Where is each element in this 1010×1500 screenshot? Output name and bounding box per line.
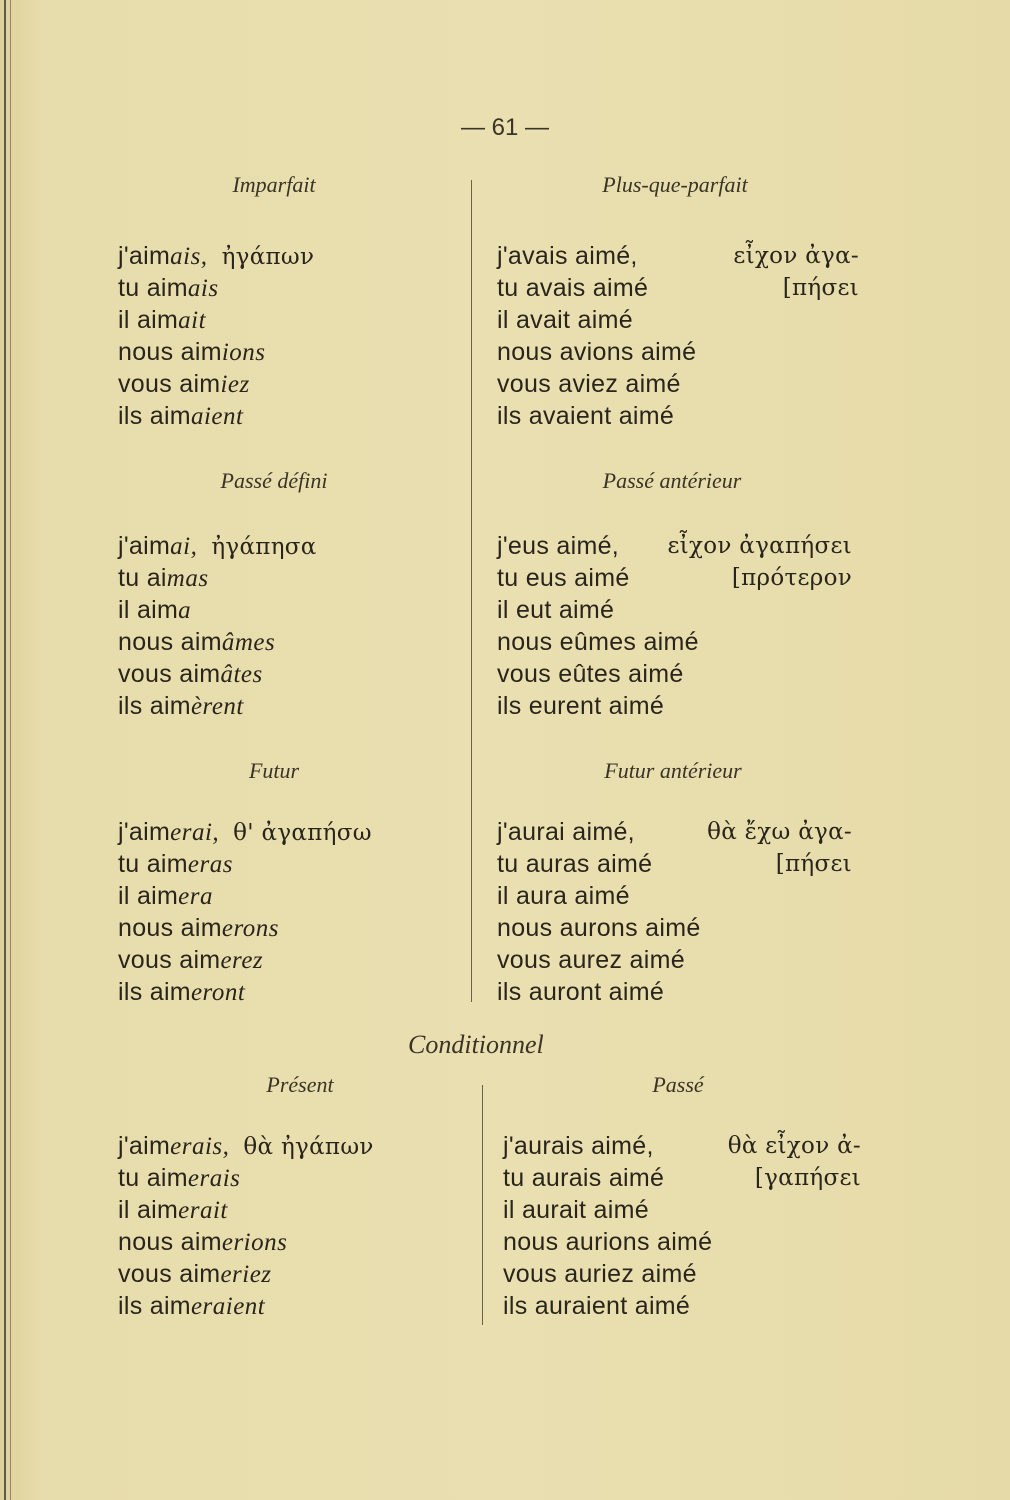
conjugation-line: ils eurent aimé	[497, 692, 665, 720]
heading-futur: Futur	[248, 758, 300, 783]
conjugation-line: nous eûmes aimé	[497, 628, 699, 656]
conjugation-line: nous aimions	[118, 338, 266, 366]
page-number: — 61 —	[460, 114, 550, 141]
page-edge-shadow	[4, 0, 6, 1500]
conjugation-imparfait	[118, 240, 314, 432]
conjugation-line: ils auraient aimé	[503, 1292, 691, 1320]
page-edge-line	[10, 0, 11, 1500]
conjugation-line: vous aimâtes	[118, 660, 263, 688]
conjugation-line: j'aimerai, θ' ἀγαπήσω	[118, 818, 372, 846]
conjugation-line: tu avais aimé [πήσει	[497, 274, 859, 302]
column-divider	[471, 180, 472, 1002]
conjugation-line: ils aimaient	[118, 402, 244, 430]
conjugation-line: tu aurais aimé [γαπήσει	[503, 1164, 861, 1192]
conjugation-line: il aurait aimé	[503, 1196, 649, 1224]
conjugation-passe-anterieur	[497, 530, 852, 722]
conjugation-line: j'eus aimé, εἶχον ἀγαπήσει	[497, 532, 852, 560]
conjugation-line: tu aimeras	[118, 850, 233, 878]
conjugation-line: nous aurions aimé	[503, 1228, 713, 1256]
conjugation-line: il aura aimé	[497, 882, 630, 910]
conjugation-line: tu eus aimé [πρότερον	[497, 564, 852, 592]
conjugation-passe-defini	[118, 530, 317, 722]
conjugation-line: tu aimerais	[118, 1164, 241, 1192]
conjugation-line: il aimerait	[118, 1196, 228, 1224]
conjugation-line: j'aimerais, θὰ ἠγάπων	[118, 1132, 374, 1160]
conjugation-line: ils auront aimé	[497, 978, 665, 1006]
heading-conditionnel: Conditionnel	[408, 1030, 544, 1059]
conjugation-line: j'aurais aimé, θὰ εἶχον ἀ-	[503, 1132, 861, 1160]
conjugation-line: vous aimerez	[118, 946, 264, 974]
conjugation-line: vous eûtes aimé	[497, 660, 684, 688]
conjugation-line: tu aimas	[118, 564, 209, 592]
conjugation-line: j'aimai, ἠγάπησα	[118, 532, 317, 560]
conjugation-line: il aimera	[118, 882, 213, 910]
conjugation-line: j'aimais, ἠγάπων	[118, 242, 315, 270]
heading-conditionnel-present: Présent	[266, 1072, 334, 1097]
conjugation-line: nous aimerons	[118, 914, 279, 942]
conjugation-futur-anterieur	[497, 816, 852, 1008]
conjugation-line: ils avaient aimé	[497, 402, 675, 430]
conjugation-line: j'aurai aimé, θὰ ἔχω ἀγα-	[497, 818, 852, 846]
heading-passe-anterieur: Passé antérieur	[602, 468, 742, 493]
conjugation-conditionnel-present	[118, 1130, 374, 1322]
conjugation-line: il eut aimé	[497, 596, 615, 624]
conjugation-line: j'avais aimé, εἶχον ἀγα-	[497, 242, 859, 270]
heading-imparfait: Imparfait	[232, 172, 316, 197]
conjugation-line: il aimait	[118, 306, 207, 334]
conjugation-line: nous aurons aimé	[497, 914, 701, 942]
column-divider-conditionnel	[482, 1085, 483, 1325]
conjugation-line: ils aimeront	[118, 978, 246, 1006]
conjugation-futur	[118, 816, 372, 1008]
conjugation-line: ils aimèrent	[118, 692, 244, 720]
conjugation-line: il avait aimé	[497, 306, 633, 334]
conjugation-line: vous aurez aimé	[497, 946, 685, 974]
heading-passe-defini: Passé défini	[220, 468, 328, 493]
conjugation-line: nous aimâmes	[118, 628, 276, 656]
conjugation-conditionnel-passe	[503, 1130, 861, 1322]
conjugation-line: nous aimerions	[118, 1228, 288, 1256]
conjugation-line: tu auras aimé [πήσει	[497, 850, 852, 878]
conjugation-line: nous avions aimé	[497, 338, 697, 366]
conjugation-line: tu aimais	[118, 274, 219, 302]
conjugation-plus-que-parfait	[497, 240, 859, 432]
conjugation-line: vous aimeriez	[118, 1260, 272, 1288]
conjugation-line: vous auriez aimé	[503, 1260, 697, 1288]
heading-conditionnel-passe: Passé	[652, 1072, 704, 1097]
heading-plus-que-parfait: Plus-que-parfait	[602, 172, 748, 197]
conjugation-line: vous aimiez	[118, 370, 250, 398]
conjugation-line: ils aimeraient	[118, 1292, 266, 1320]
conjugation-line: il aima	[118, 596, 192, 624]
heading-futur-anterieur: Futur antérieur	[604, 758, 742, 783]
conjugation-line: vous aviez aimé	[497, 370, 681, 398]
